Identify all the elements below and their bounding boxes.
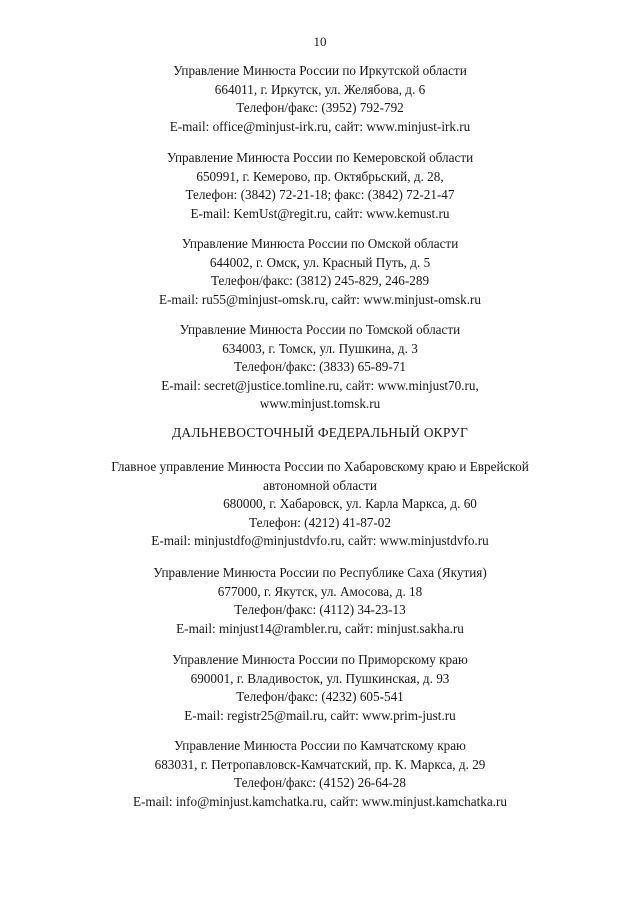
office-name: Управление Минюста России по Томской области	[179, 322, 461, 337]
office-address: 690001, г. Владивосток, ул. Пушкинская, д. 93	[190, 670, 450, 686]
office-address: 650991, г. Кемерово, пр. Октябрьский, д. 28,	[196, 168, 444, 184]
office-phone: Телефон/факс: (4152) 26-64-28	[234, 775, 406, 790]
office-contacts: E-mail: secret@justice.tomline.ru, сайт: www.minjust70.ru,	[161, 377, 479, 393]
office-phone: Телефон: (3842) 72-21-18; факс: (3842) 72-21-47	[185, 187, 455, 202]
office-entry-kamchatka	[0, 737, 640, 811]
office-name-continued: автономной области	[263, 477, 377, 493]
office-contacts: E-mail: minjust14@rambler.ru, сайт: minjust.sakha.ru	[176, 620, 464, 636]
office-name: Главное управление Минюста России по Хабаровскому краю и Еврейской	[111, 459, 529, 474]
office-entry-omsk	[0, 235, 640, 309]
office-contacts: E-mail: ru55@minjust-omsk.ru, сайт: www.minjust-omsk.ru	[158, 291, 482, 307]
office-entry-khabarovsk	[0, 458, 640, 551]
office-name: Управление Минюста России по Иркутской области	[173, 63, 467, 78]
office-name: Управление Минюста России по Омской области	[181, 236, 459, 251]
section-heading: ДАЛЬНЕВОСТОЧНЫЙ ФЕДЕРАЛЬНЫЙ ОКРУГ	[171, 425, 469, 440]
office-address: 680000, г. Хабаровск, ул. Карла Маркса, д. 60	[223, 496, 477, 511]
office-address: 644002, г. Омск, ул. Красный Путь, д. 5	[209, 254, 431, 270]
office-phone: Телефон/факс: (4112) 34-23-13	[234, 602, 406, 617]
office-contacts: E-mail: minjustdfo@minjustdvfo.ru, сайт: www.minjustdvfo.ru	[151, 533, 489, 548]
office-contacts: E-mail: office@minjust-irk.ru, сайт: www.minjust-irk.ru	[169, 118, 471, 134]
office-name: Управление Минюста России по Республике Саха (Якутия)	[153, 565, 487, 580]
office-entry-primorsky	[0, 651, 640, 725]
office-contacts: E-mail: KemUst@regit.ru, сайт: www.kemust.ru	[190, 205, 450, 221]
office-entry-tomsk	[0, 321, 640, 414]
office-entry-irkutsk	[0, 62, 640, 136]
office-entry-kemerovo	[0, 149, 640, 223]
office-contacts: E-mail: registr25@mail.ru, сайт: www.prim-just.ru	[184, 707, 456, 723]
office-address: 677000, г. Якутск, ул. Амосова, д. 18	[217, 583, 423, 599]
office-contacts: E-mail: info@minjust.kamchatka.ru, сайт: www.minjust.kamchatka.ru	[132, 793, 507, 809]
office-address: 664011, г. Иркутск, ул. Желябова, д. 6	[214, 81, 426, 97]
office-contacts-continued: www.minjust.tomsk.ru	[259, 396, 381, 411]
office-phone: Телефон: (4212) 41-87-02	[249, 514, 391, 530]
office-phone: Телефон/факс: (3833) 65-89-71	[234, 359, 406, 374]
office-address: 683031, г. Петропавловск-Камчатский, пр. К. Маркса, д. 29	[154, 756, 486, 772]
office-phone: Телефон/факс: (3952) 792-792	[236, 100, 404, 115]
office-name: Управление Минюста России по Кемеровской области	[166, 150, 474, 165]
office-phone: Телефон/факс: (3812) 245-829, 246-289	[210, 273, 430, 288]
office-entry-sakha	[0, 564, 640, 638]
office-address: 634003, г. Томск, ул. Пушкина, д. 3	[222, 340, 418, 356]
page-number: 10	[313, 34, 327, 49]
office-phone: Телефон/факс: (4232) 605-541	[236, 689, 404, 704]
office-name: Управление Минюста России по Камчатскому краю	[174, 738, 466, 753]
office-name: Управление Минюста России по Приморскому краю	[172, 652, 468, 667]
